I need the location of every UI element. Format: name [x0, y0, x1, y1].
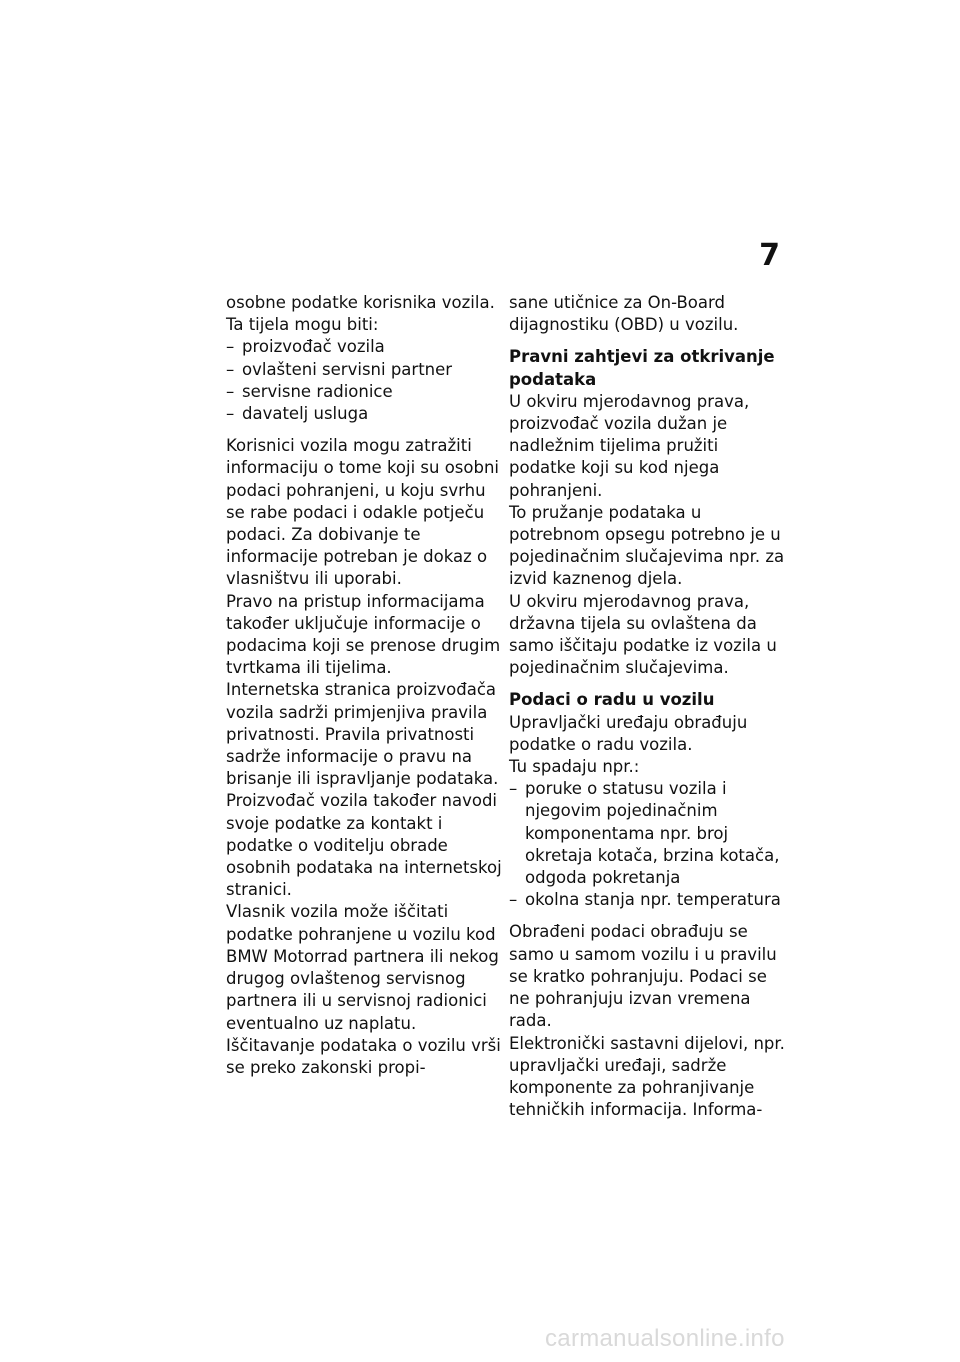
- paragraph: To pružanje podataka u potrebnom opsegu potrebno je u pojedinačnim slučajevima npr. za izvid kaznenog djela.: [509, 502, 785, 589]
- section-heading: Pravni zahtjevi za otkrivanje podataka: [509, 347, 775, 389]
- left-column: [226, 292, 506, 1079]
- paragraph: Ta tijela mogu biti:: [226, 315, 379, 335]
- paragraph: Upravljački uređaju obrađuju podatke o radu vozila.: [509, 712, 748, 754]
- right-column: [509, 292, 785, 1121]
- page-number: 7: [759, 238, 780, 273]
- watermark: carmanualsonline.info: [545, 1325, 785, 1352]
- paragraph: osobne podatke korisnika vozila.: [226, 293, 495, 312]
- paragraph: Iščitavanje podataka o vozilu vrši se preko zakonski propi-: [226, 1035, 501, 1077]
- paragraph: Elektronički sastavni dijelovi, npr. upravljački uređaji, sadrže komponente za pohranjivanje tehničkih informacija. Informa-: [509, 1033, 785, 1120]
- bullet-list: [226, 336, 506, 425]
- paragraph: sane utičnice za On-Board dijagnostiku (OBD) u vozilu.: [509, 293, 739, 335]
- list-item: – okolna stanja npr. temperatura: [509, 889, 785, 911]
- paragraph: Vlasnik vozila može iščitati podatke pohranjene u vozilu kod BMW Motorrad partnera ili nekog drugog ovlaštenog servisnog partnera ili u servisnoj radionici eventualno uz naplatu.: [226, 902, 499, 1033]
- list-item: – davatelj usluga: [226, 403, 506, 425]
- paragraph: Korisnici vozila mogu zatražiti informaciju o tome koji su osobni podaci pohranjeni, u koju svrhu se rabe podaci i odakle potječu podaci. Za dobivanje te informacije potreban je dokaz o vlasništvu ili uporabi.: [226, 436, 500, 589]
- list-item: – proizvođač vozila: [226, 336, 506, 358]
- list-item: – servisne radionice: [226, 381, 506, 403]
- paragraph: U okviru mjerodavnog prava, državna tijela su ovlaštena da samo iščitaju podatke iz vozila u pojedinačnim slučajevima.: [509, 591, 777, 678]
- list-item: – ovlašteni servisni partner: [226, 359, 506, 381]
- paragraph: Obrađeni podaci obrađuju se samo u samom vozilu i u pravilu se kratko pohranjuju. Podaci se ne pohranjuju izvan vremena rada.: [509, 922, 777, 1031]
- section-heading: Podaci o radu u vozilu: [509, 690, 715, 710]
- bullet-list: [509, 778, 785, 911]
- paragraph: U okviru mjerodavnog prava, proizvođač vozila dužan je nadležnim tijelima pružiti podatke koji su kod njega pohranjeni.: [509, 391, 750, 500]
- list-item: – poruke o statusu vozila i njegovim pojedinačnim komponentama npr. broj okretaja kotača, brzina kotača, odgoda pokretanja: [509, 778, 785, 889]
- paragraph: Tu spadaju npr.:: [509, 757, 640, 777]
- paragraph: Pravo na pristup informacijama također uključuje informacije o podacima koji se prenose drugim tvrtkama ili tijelima.: [226, 591, 501, 678]
- paragraph: Internetska stranica proizvođača vozila sadrži primjenjiva pravila privatnosti. Pravila privatnosti sadrže informacije o pravu na brisanje ili ispravljanje podataka. Proizvođač vozila također navodi svoje podatke za kontakt i podatke o voditelju obrade osobnih podataka na internetskoj stranici.: [226, 680, 502, 900]
